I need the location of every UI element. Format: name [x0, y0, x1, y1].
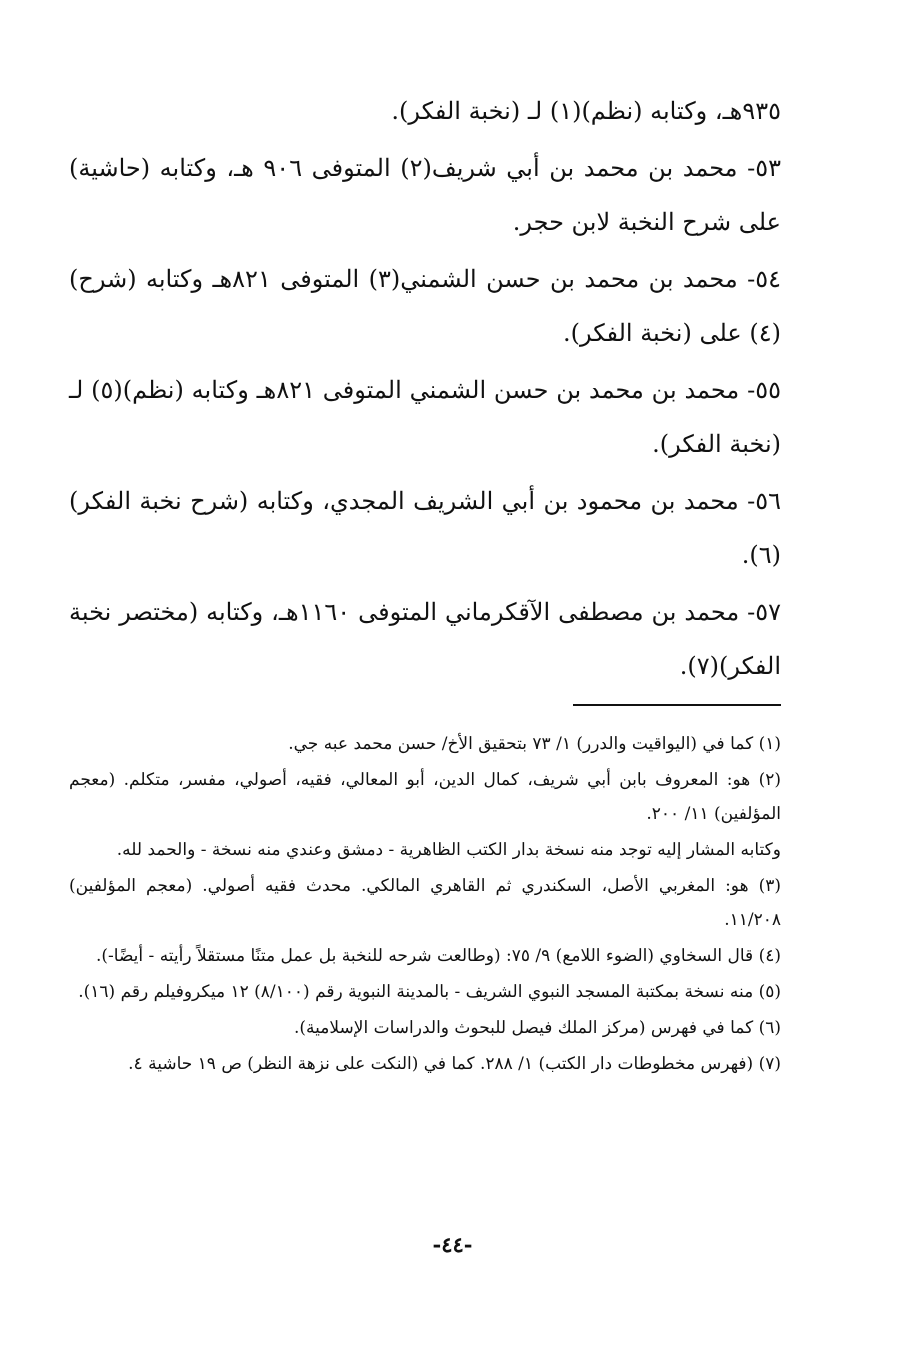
footnote-1: (١) كما في (اليواقيت والدرر) ١/ ٧٣ بتحقيق الأخ/ حسن محمد عبه جي. [288, 734, 781, 754]
footnote-4: (٤) قال السخاوي (الضوء اللامع) ٩/ ٧٥: (وطالعت شرحه للنخبة بل عمل متنًا مستقلاً رأيته - أيضًا-). [95, 946, 781, 966]
entry-55: ٥٥- محمد بن محمد بن حسن الشمني المتوفى ٨٢١هـ وكتابه (نظم)(٥) لـ (نخبة الفكر). [69, 376, 781, 458]
entry-continuation-52: ٩٣٥هـ، وكتابه (نظم)(١) لـ (نخبة الفكر). [391, 97, 781, 125]
main-text [69, 84, 781, 695]
footnotes [69, 727, 781, 1083]
footnote-6: (٦) كما في فهرس (مركز الملك فيصل للبحوث والدراسات الإسلامية). [294, 1018, 781, 1038]
entry-54: ٥٤- محمد بن محمد بن حسن الشمني(٣) المتوفى ٨٢١هـ وكتابه (شرح)(٤) على (نخبة الفكر). [69, 265, 782, 347]
entry-57: ٥٧- محمد بن مصطفى الآقكرماني المتوفى ١١٦٠هـ، وكتابه (مختصر نخبة الفكر)(٧). [69, 598, 781, 680]
footnote-separator [573, 704, 781, 706]
entry-53: ٥٣- محمد بن محمد بن أبي شريف(٢) المتوفى ٩٠٦ هـ، وكتابه (حاشية) على شرح النخبة لابن حجر. [69, 154, 782, 236]
footnote-2: (٢) هو: المعروف بابن أبي شريف، كمال الدين، أبو المعالي، فقيه، أصولي، مفسر، متكلم. (معجم المؤلفين) ١١/ ٢٠٠. [69, 770, 781, 824]
page-number: -٤٤- [432, 1232, 473, 1257]
footnote-5: (٥) منه نسخة بمكتبة المسجد النبوي الشريف - بالمدينة النبوية رقم (٨/١٠٠) ١٢ ميكروفيلم رقم (١٦). [78, 982, 781, 1002]
footnote-7: (٧) (فهرس مخطوطات دار الكتب) ١/ ٢٨٨. كما في (النكت على نزهة النظر) ص ١٩ حاشية ٤. [128, 1054, 781, 1074]
footnote-3: (٣) هو: المغربي الأصل، السكندري ثم القاهري المالكي. محدث فقيه أصولي. (معجم المؤلفين) ١١/٢٠٨. [69, 876, 781, 930]
footnote-2-continuation: وكتابه المشار إليه توجد منه نسخة بدار الكتب الظاهرية - دمشق وعندي منه نسخة - والحمد لله. [116, 840, 781, 860]
entry-56: ٥٦- محمد بن محمود بن أبي الشريف المجدي، وكتابه (شرح نخبة الفكر)(٦). [69, 487, 781, 569]
